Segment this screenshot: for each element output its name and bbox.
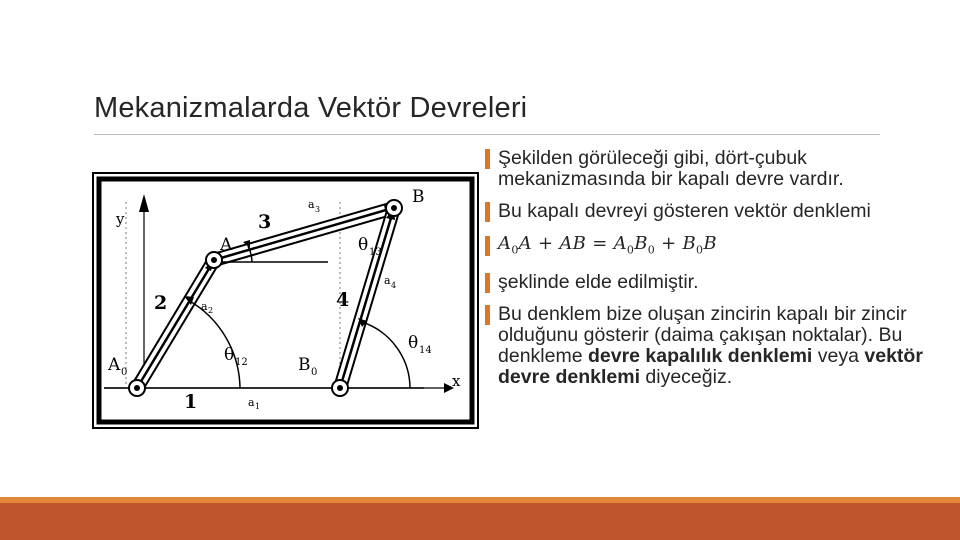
theta13-label: θ	[358, 235, 369, 255]
bullet-text: Bu denklem bize oluşan zincirin kapalı bir zincir olduğunu gösterir (daima çakışan noktalar). Bu denkleme	[498, 302, 907, 367]
theta13-subscript: 13	[369, 247, 382, 258]
link-2-label: 2	[154, 292, 168, 314]
ground-a0-label: A	[108, 355, 121, 375]
bullet-item-derived	[484, 272, 924, 293]
ground-b0-subscript: 0	[311, 367, 318, 378]
eq-term: A + AB = A	[518, 233, 627, 254]
bullet-list	[484, 148, 924, 399]
bullet-text: veya	[812, 344, 865, 367]
a3-label: a	[308, 198, 315, 211]
bullet-item-vector-equation	[484, 233, 924, 261]
theta12-label: θ	[224, 345, 235, 365]
bullet-text: şeklinde elde edilmiştir.	[498, 270, 699, 293]
eq-term: B	[703, 233, 717, 254]
four-bar-mechanism-figure	[92, 172, 479, 429]
a1-subscript: 1	[255, 402, 261, 411]
eq-subscript: 0	[647, 243, 656, 257]
joint-b-pin	[391, 205, 397, 211]
bullet-item-observation	[484, 148, 924, 190]
footer-accent-line	[0, 497, 960, 503]
figure-outer-frame	[93, 173, 478, 428]
ground-a0-subscript: 0	[121, 367, 128, 378]
a2-subscript: 2	[208, 306, 214, 315]
y-axis-label: y	[116, 210, 125, 228]
joint-a-label: A	[220, 235, 233, 255]
theta14-label: θ	[408, 333, 419, 353]
eq-subscript: 0	[626, 243, 635, 257]
slide-title: Mekanizmalarda Vektör Devreleri	[94, 92, 528, 124]
footer-accent-bar	[0, 497, 960, 540]
term-vector-loop-equation: vektör devre denklemi	[498, 344, 923, 388]
ground-b0-label: B	[298, 355, 311, 375]
bullet-text: Şekilden görüleceği gibi, dört-çubuk mekanizmasında bir kapalı devre vardır.	[498, 147, 844, 190]
joint-b-label: B	[412, 187, 425, 207]
joint-b0-pin	[337, 385, 343, 391]
vector-loop-equation	[498, 233, 717, 257]
term-loop-closure-equation: devre kapalılık denklemi	[587, 344, 813, 367]
joint-a0-pin	[134, 385, 140, 391]
eq-subscript: 0	[511, 243, 519, 257]
x-axis-label: x	[452, 372, 461, 390]
link-1-label: 1	[184, 391, 198, 413]
a2-label: a	[201, 300, 208, 313]
joint-a-pin	[211, 257, 217, 263]
link-4-label: 4	[336, 289, 350, 311]
a1-label: a	[248, 396, 255, 409]
title-divider	[94, 134, 880, 135]
a4-subscript: 4	[391, 281, 397, 290]
a4-label: a	[384, 274, 391, 287]
eq-subscript: 0	[696, 243, 704, 257]
bullet-text: diyeceğiz.	[639, 365, 733, 388]
eq-term: + B	[655, 233, 697, 254]
eq-term: A	[498, 233, 512, 254]
eq-term: B	[634, 233, 648, 254]
link-3-label: 3	[258, 211, 272, 233]
bullet-text: Bu kapalı devreyi gösteren vektör denklemi	[498, 200, 871, 222]
theta12-subscript: 12	[235, 357, 248, 368]
theta14-subscript: 14	[419, 345, 432, 356]
a3-subscript: 3	[315, 205, 321, 214]
bullet-item-equation-intro	[484, 201, 924, 222]
bullet-item-definition	[484, 304, 924, 388]
